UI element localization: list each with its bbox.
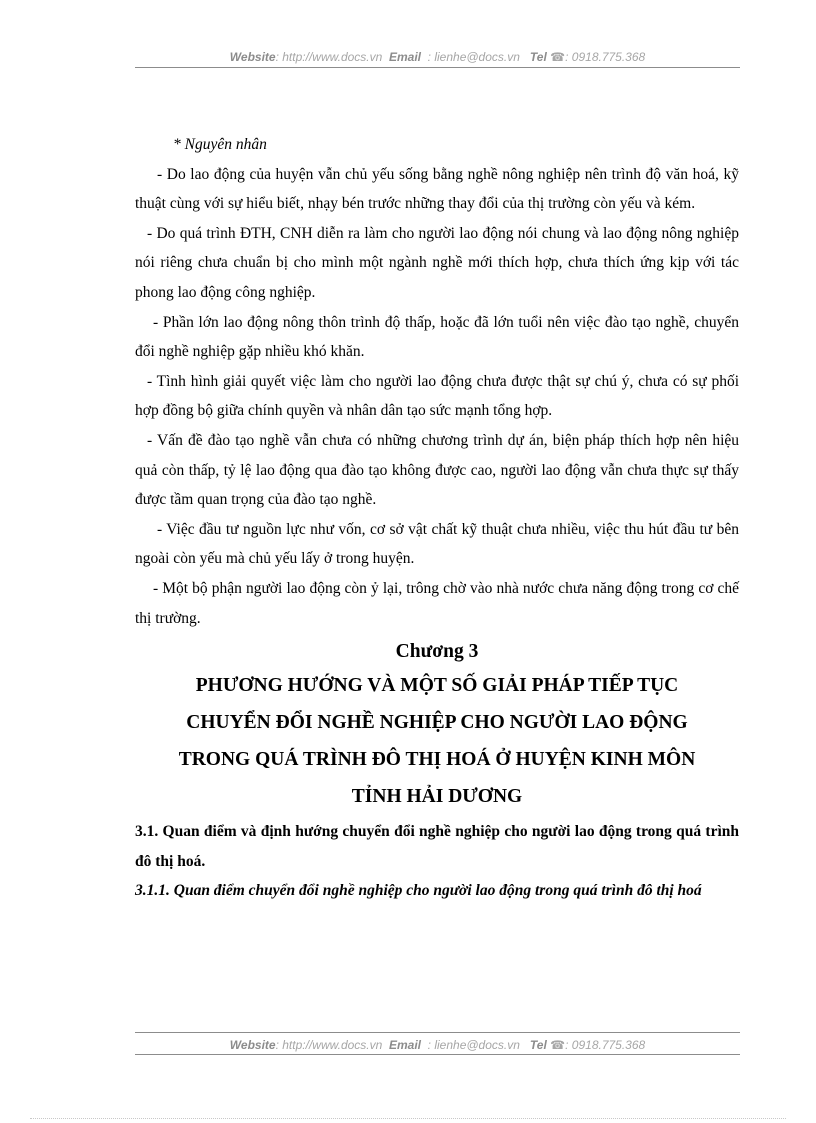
footer-rule-top	[135, 1032, 740, 1033]
header-website-value[interactable]: : http://www.docs.vn	[275, 50, 383, 64]
chapter-title-line-3: TRONG QUÁ TRÌNH ĐÔ THỊ HOÁ Ở HUYỆN KINH MÔN	[178, 749, 696, 771]
footer-website-label: Website	[229, 1038, 276, 1052]
footer-email-value[interactable]: : lienhe@docs.vn	[427, 1038, 520, 1052]
footer-tel-value: : 0918.775.368	[565, 1038, 646, 1052]
header-email-label: Email	[388, 50, 421, 64]
cause-paragraph-3: - Phần lớn lao động nông thôn trình độ thấp, hoặc đã lớn tuổi nên việc đào tạo nghề, chuyển đổi nghề nghiệp gặp nhiều khó khăn.	[135, 313, 739, 361]
page-bottom-divider	[30, 1118, 786, 1119]
page-footer	[135, 1037, 740, 1053]
phone-icon: ☎	[550, 50, 566, 64]
footer-rule-bottom	[135, 1054, 740, 1055]
header-rule	[135, 67, 740, 68]
cause-paragraph-6: - Việc đầu tư nguồn lực như vốn, cơ sở vật chất kỹ thuật chưa nhiều, việc thu hút đầu tư bên ngoài còn yếu mà chủ yếu lấy ở trong huyện.	[135, 520, 739, 568]
cause-paragraph-4: - Tình hình giải quyết việc làm cho người lao động chưa được thật sự chú ý, chưa có sự phối hợp đồng bộ giữa chính quyền và nhân dân tạo sức mạnh tổng hợp.	[135, 372, 739, 420]
cause-subheading: * Nguyên nhân	[173, 136, 267, 153]
header-tel-label: Tel	[529, 50, 547, 64]
chapter-title-line-1: PHƯƠNG HƯỚNG VÀ MỘT SỐ GIẢI PHÁP TIẾP TỤC	[195, 675, 679, 697]
chapter-title-line-4: TỈNH HẢI DƯƠNG	[351, 786, 523, 808]
section-3-1-1-heading: 3.1.1. Quan điểm chuyển đổi nghề nghiệp cho người lao động trong quá trình đô thị hoá	[135, 882, 702, 900]
chapter-number: Chương 3	[395, 641, 479, 663]
cause-paragraph-5: - Vấn đề đào tạo nghề vẫn chưa có những chương trình dự án, biện pháp thích hợp nên hiệu quả còn thấp, tỷ lệ lao động qua đào tạo không được cao, người lao động vẫn chưa thực sự thấy được tầm quan trọng của đào tạo nghề.	[135, 431, 739, 509]
header-tel-value: : 0918.775.368	[565, 50, 646, 64]
cause-paragraph-2: - Do quá trình ĐTH, CNH diễn ra làm cho người lao động nói chung và lao động nông nghiệp nói riêng chưa chuẩn bị cho mình một ngành nghề mới thích hợp, chưa thích ứng kịp với tác phong lao động công nghiệp.	[135, 224, 739, 301]
header-email-value[interactable]: : lienhe@docs.vn	[427, 50, 520, 64]
cause-paragraph-1: - Do lao động của huyện vẫn chủ yếu sống bằng nghề nông nghiệp nên trình độ văn hoá, kỹ thuật cùng với sự hiểu biết, nhạy bén trước những thay đổi của thị trường còn yếu và kém.	[135, 165, 739, 213]
cause-paragraph-7: - Một bộ phận người lao động còn ỷ lại, trông chờ vào nhà nước chưa năng động trong cơ chế thị trường.	[135, 579, 739, 627]
footer-website-value[interactable]: : http://www.docs.vn	[275, 1038, 383, 1052]
footer-tel-label: Tel	[529, 1038, 547, 1052]
page-header	[135, 49, 740, 65]
chapter-title-line-2: CHUYỂN ĐỔI NGHỀ NGHIỆP CHO NGƯỜI LAO ĐỘNG	[186, 712, 688, 734]
phone-icon: ☎	[550, 1038, 566, 1052]
footer-email-label: Email	[388, 1038, 421, 1052]
header-website-label: Website	[229, 50, 276, 64]
section-3-1-heading: 3.1. Quan điểm và định hướng chuyển đổi nghề nghiệp cho người lao động trong quá trình đô thị hoá.	[135, 823, 739, 870]
document-body	[135, 130, 739, 906]
